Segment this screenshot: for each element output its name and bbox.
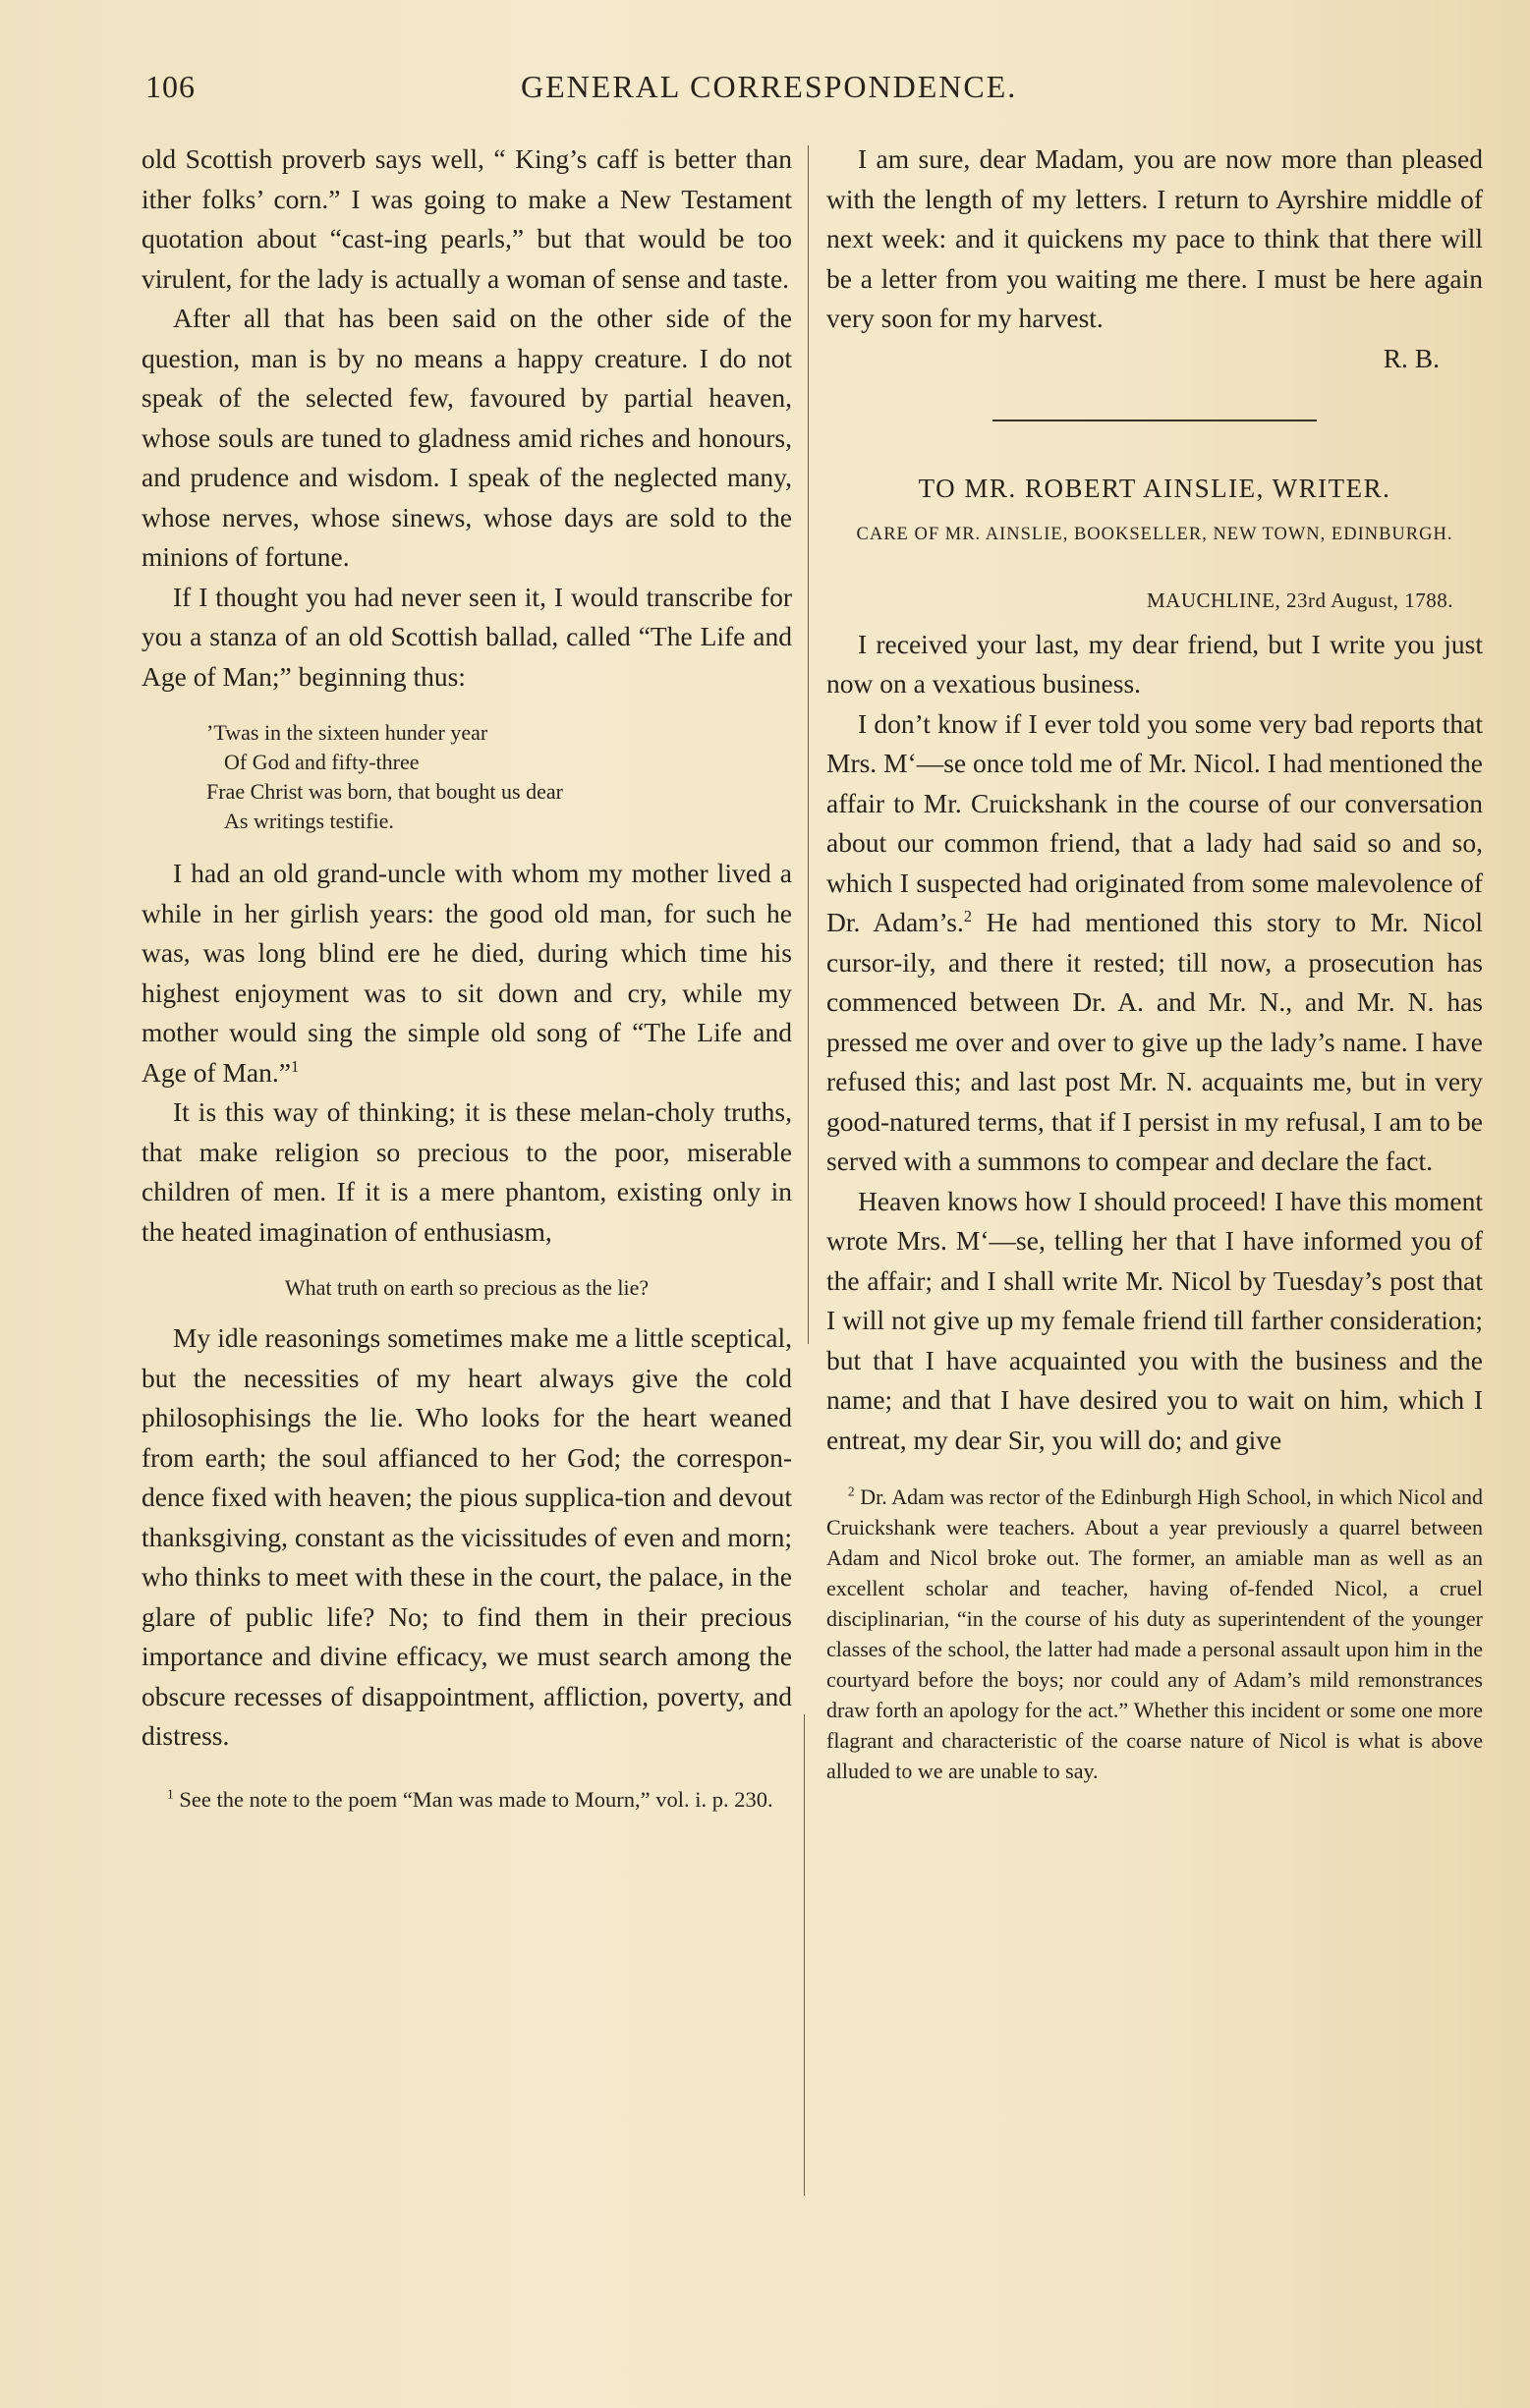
quotation: What truth on earth so precious as the lie? [284,1275,650,1300]
paragraph: After all that has been said on the other side of the question, man is by no means a happy creature. I do not speak of the selected few, favoured by partial heaven, whose souls are tuned to gladness amid riches and honours, and prudence and wisdom. I speak of the neglected many, whose nerves, whose sinews, whose days are sold to the minions of fortune. [142,303,792,572]
column-divider [808,145,809,1344]
paragraph: I received your last, my dear friend, but I write you just now on a vexatious business. [826,628,1483,699]
footnote-mark: 2 [848,1484,855,1499]
page-header [145,69,1108,118]
paragraph: It is this way of thinking; it is these melan-choly truths, that make religion so precious to the poor, miserable children of men. If it is a mere phantom, existing only in the heated imagination of enthusiasm, [142,1096,792,1247]
footnote [142,1784,792,1815]
verse-line: Frae Christ was born, that bought us dear [206,779,563,804]
paragraph-text: He had mentioned this story to Mr. Nicol cursor-ily, and there it rested; till now, a prosecution has commenced between Dr. A. and Mr. N., and Mr. N. has pressed me over and over to give up the lady’s name. I have refused this; and last post Mr. N. acquaints me, but in very good-natured terms, that if I persist in my refusal, I am to be served with a summons to compear and declare the fact. [826,907,1484,1176]
running-title: GENERAL CORRESPONDENCE. [521,69,1018,104]
paragraph-text: I had an old grand-uncle with whom my mother lived a while in her girlish years: the good old man, for such he was, was long blind ere he died, during which time his highest enjoyment was to sit down and cry, while my mother would sing the simple old song of “The Life and Age of Man.” [142,858,792,1088]
paragraph [142,854,792,1092]
verse-line: As writings testifie. [224,809,394,833]
left-column [142,140,792,1815]
letter-date: MAUCHLINE, 23rd August, 1788. [1147,588,1453,612]
footnote-mark: 1 [167,1786,174,1801]
paragraph: old Scottish proverb says well, “ King’s caff is better than ither folks’ corn.” I was going to make a New Testament quotation about “cast-ing pearls,” but that would be too virulent, for the lady is actually a woman of sense and taste. [142,143,792,294]
letter-address: CARE OF MR. AINSLIE, BOOKSELLER, NEW TOWN, EDINBURGH. [856,525,1453,544]
signature: R. B. [1383,342,1440,373]
verse-line: Of God and fifty-three [224,750,420,774]
paragraph [826,704,1483,1182]
page-number: 106 [145,69,196,104]
right-column [826,140,1483,1786]
verse-line: ’Twas in the sixteen hunder year [206,720,488,745]
paragraph-text: I don’t know if I ever told you some very bad reports that Mrs. M‘—se once told me of Mr. Nicol. I had mentioned the affair to Mr. Cruickshank in the course of our conversation about our common friend, that a lady had said so and so, which I suspected had originated from some malevolence of Dr. Adam’s. [826,707,1483,937]
letter-heading: TO MR. ROBERT AINSLIE, WRITER. [918,474,1391,503]
footnote-reference: 1 [290,1056,300,1076]
footnote-text: Dr. Adam was rector of the Edinburgh High School, in which Nicol and Cruickshank were teachers. About a year previously a quarrel between Adam and Nicol broke out. The former, an amiable man as well as an excellent scholar and teacher, having of-fended Nicol, a cruel disciplinarian, “in the course of his duty as superintendent of the younger classes of the school, the latter had made a personal assault upon him in the courtyard before the boys; nor could any of Adam’s mild remonstrances draw forth an apology for the act.” Whether this incident or some one more flagrant and characteristic of the coarse nature of Nicol is what is above alluded to we are unable to say. [826,1484,1484,1783]
footnote [826,1482,1483,1786]
footnote-text: See the note to the poem “Man was made to Mourn,” vol. i. p. 230. [179,1786,773,1812]
paragraph: My idle reasonings sometimes make me a little sceptical, but the necessities of my heart always give the cold philosophisings the lie. Who looks for the heart weaned from earth; the soul affianced to her God; the correspon-dence fixed with heaven; the pious supplica-tion and devout thanksgiving, constant as the vicissitudes of even and morn; who thinks to meet with these in the court, the palace, in the glare of public life? No; to find them in their precious importance and divine efficacy, we must search among the obscure recesses of disappointment, affliction, poverty, and distress. [142,1322,792,1751]
paragraph: Heaven knows how I should proceed! I have this moment wrote Mrs. M‘—se, telling her that I have informed you of the affair; and I shall write Mr. Nicol by Tuesday’s post that I will not give up my female friend till farther consideration; but that I have acquainted you with the business and the name; and that I have desired you to wait on him, which I entreat, my dear Sir, you will do; and give [826,1185,1483,1455]
paragraph: I am sure, dear Madam, you are now more than pleased with the length of my letters. I return to Ayrshire middle of next week: and it quickens my pace to think that there will be a letter from you waiting me there. I must be here again very soon for my harvest. [826,143,1483,333]
ballad-stanza [206,718,792,836]
paragraph: If I thought you had never seen it, I would transcribe for you a stanza of an old Scottish ballad, called “The Life and Age of Man;” beginning thus: [142,581,792,692]
footnote-reference: 2 [963,906,973,925]
footnote-divider [804,1714,805,2196]
section-rule [992,420,1317,421]
